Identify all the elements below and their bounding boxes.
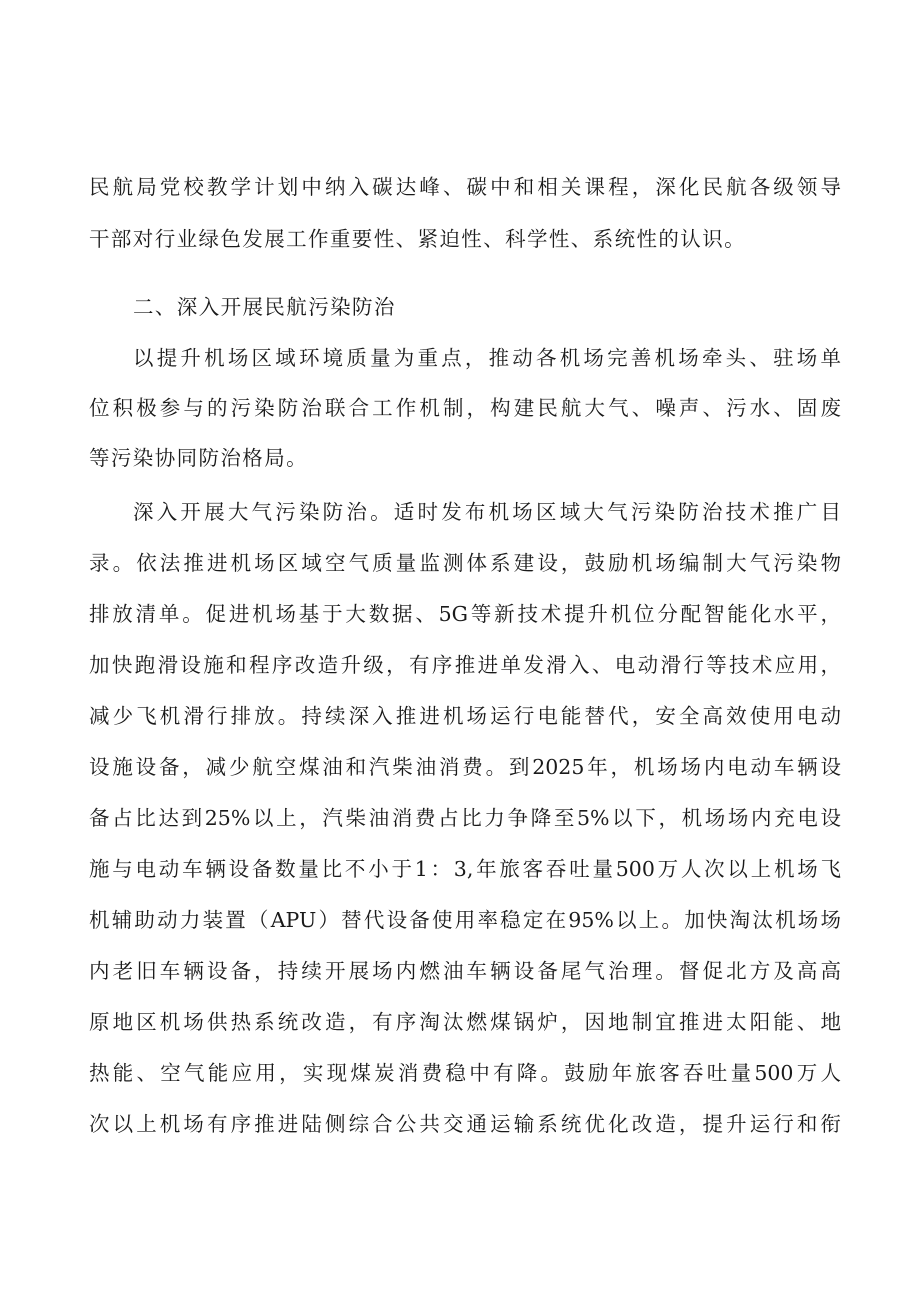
text-line: 热能、空气能应用，实现煤炭消费稳中有降。鼓励年旅客吞吐量500万人 (89, 1061, 841, 1085)
text-line: 以提升机场区域环境质量为重点，推动各机场完善机场牵头、驻场单 (133, 346, 841, 370)
text-line: 施与电动车辆设备数量比不小于1：3,年旅客吞吐量500万人次以上机场飞 (89, 857, 841, 881)
text-line: 干部对行业绿色发展工作重要性、紧迫性、科学性、系统性的认识。 (89, 227, 746, 251)
text-line: 内老旧车辆设备，持续开展场内燃油车辆设备尾气治理。督促北方及高高 (89, 959, 841, 983)
text-line: 次以上机场有序推进陆侧综合公共交通运输系统优化改造，提升运行和衔 (89, 1112, 841, 1136)
text-line: 备占比达到25%以上，汽柴油消费占比力争降至5%以下，机场场内充电设 (89, 806, 841, 830)
text-line: 加快跑滑设施和程序改造升级，有序推进单发滑入、电动滑行等技术应用， (89, 653, 841, 677)
text-line: 减少飞机滑行排放。持续深入推进机场运行电能替代，安全高效使用电动 (89, 704, 841, 728)
text-line: 设施设备，减少航空煤油和汽柴油消费。到2025年，机场场内电动车辆设 (89, 755, 841, 779)
text-line: 民航局党校教学计划中纳入碳达峰、碳中和相关课程，深化民航各级领导 (89, 175, 841, 199)
text-line: 录。依法推进机场区域空气质量监测体系建设，鼓励机场编制大气污染物 (89, 551, 841, 575)
text-line: 位积极参与的污染防治联合工作机制，构建民航大气、噪声、污水、固废 (89, 396, 841, 420)
text-line: 深入开展大气污染防治。适时发布机场区域大气污染防治技术推广目 (133, 500, 841, 524)
text-line: 等污染协同防治格局。 (89, 446, 308, 470)
text-line: 排放清单。促进机场基于大数据、5G等新技术提升机位分配智能化水平， (89, 602, 841, 626)
section-heading: 二、深入开展民航污染防治 (133, 295, 396, 319)
text-line: 机辅助动力装置（APU）替代设备使用率稳定在95%以上。加快淘汰机场场 (89, 908, 841, 932)
text-line: 原地区机场供热系统改造，有序淘汰燃煤锅炉，因地制宜推进太阳能、地 (89, 1010, 841, 1034)
